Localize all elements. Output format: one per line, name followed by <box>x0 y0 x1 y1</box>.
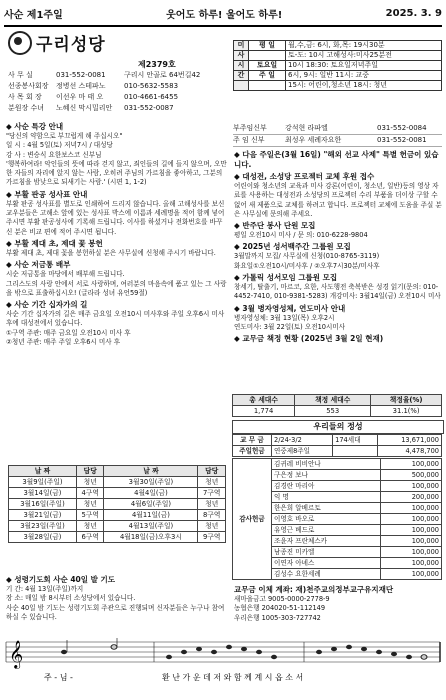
lyrics-right: 환 난 가 운 데 저 와 함 께 계 시 옵 소 서 <box>162 673 304 682</box>
table-row: 이연자 아녜스 100,000 <box>233 558 442 569</box>
thanksgiving-table <box>232 458 442 580</box>
table-row: 유영근 베드로 100,000 <box>233 525 442 536</box>
accompanist-title: ◆ 반주단 봉사 단원 모집 <box>234 221 316 231</box>
projector-title: ◆ 대성전, 소성당 프로젝터 교체 후원 접수 <box>234 172 375 181</box>
staff-lines <box>6 642 440 662</box>
sick-communion-title: ◆ 3월 병자영성체, 연도미사 안내 <box>234 303 346 313</box>
table-row: 한은희 알베르토 100,000 <box>233 503 442 514</box>
savings-box-title: ◆ 사순 저금통 배부 <box>6 260 71 270</box>
bank-title: 교무금 이체 계좌: 재)천주교의정부교구유지재단 <box>234 585 394 594</box>
header-week: 사순 제1주일 <box>4 9 63 21</box>
lyrics-left: 주 - 님 - <box>44 673 73 682</box>
lent-lecture-title: ◆ 사순 특강 안내 <box>6 122 64 131</box>
table-row: 이영호 바오로 100,000 <box>233 514 442 525</box>
table-row: 구은정 보나 500,000 <box>233 470 442 481</box>
table-row: 3월9일(주일) 청년 3월30일(주일) 청년 <box>9 477 226 488</box>
priest-contacts <box>233 123 442 147</box>
stations-title: ◆ 사순 기간 십자가의 길 <box>6 300 88 310</box>
treble-clef-icon: 𝄞 <box>9 640 24 668</box>
donations-table <box>232 434 442 457</box>
table-row: 3월23일(주일) 청년 4월13일(주일) 청년 <box>9 521 226 532</box>
candle-title: ◆ 부활 제대 초, 제대 꽃 봉헌 <box>6 238 103 248</box>
table-row: 1,774 553 31.1(%) <box>233 406 442 417</box>
staff-directory <box>8 70 230 114</box>
issue-number: 제2379호 <box>138 60 176 69</box>
table-row: 조윤자 프란체스카 100,000 <box>233 536 442 547</box>
header-date: 2025. 3. 9 <box>385 7 442 19</box>
parish-logo <box>8 30 106 55</box>
stations-schedule-table: 날 짜 담당 날 짜 담당 3월9일(주일) 청년 3월30일(주일) 청년 3월14일(금) 4구역 4월4일(금) 7구역 3월16일(주일) 청년 4월6일(주일) 청년 3월21일(금) 5구역 4월11일(금) 8구역 3월23일(주일) 청년 4월13일(주일) 청년 3월28일(금) 6구역 4월18일(금)오후3시 9구역 <box>8 465 226 543</box>
table-row: 감사헌금 김귀레 비비안나 100,000 <box>233 459 442 470</box>
table-row: 남종진 미카엘 100,000 <box>233 547 442 558</box>
staff-row: 선종봉사회장 정병선 스테파노 010-5632-5583 <box>8 82 179 90</box>
table-row: 교 무 금 2/24-3/2 174세대 13,671,000 <box>233 435 442 446</box>
bible-group-title: ◆ 가톨릭 성서모임 그룹원 모집 <box>234 273 338 283</box>
header-rule <box>4 25 442 27</box>
parish-name: 구리성당 <box>36 35 106 55</box>
table-row: 3월16일(주일) 청년 4월6일(주일) 청년 <box>9 499 226 510</box>
table-row: 익 명 200,000 <box>233 492 442 503</box>
staff-row: 사 목 회 장 이선우 마 태 오 010-4661-6455 <box>8 93 179 101</box>
contact-row: 주 임 신부 최성우 세례자요한 031-552-0081 <box>233 135 442 147</box>
table-row: 김성수 요한세례 100,000 <box>233 569 442 580</box>
table-row: 3월28일(금) 6구역 4월18일(금)오후3시 9구역 <box>9 532 226 543</box>
tithe-status-table: 총 세대수 책정 세대수 책정율(%) 1,774 553 31.1(%) <box>232 394 442 417</box>
header <box>4 2 442 24</box>
mass-schedule-table: 미 평 일 월,수,금: 6시, 화,목: 19시30분 사 토-도: 10시 고해성사:미사25분전 시 토요일 10시 18:30: 토요일저녁주일 간 주 일 6시, 9시: 일반 11시: 교중 15시: 어린이,청소년 18시: 청년 <box>233 40 442 91</box>
table-row: 김경란 마리아 100,000 <box>233 481 442 492</box>
donations-title: 우리들의 정성 <box>232 420 444 434</box>
bank-accounts: 교무금 이체 계좌: 재)천주교의정부교구유지재단 새마을금고 9005-0000-2778-9 농협은행 204020-51-112149 우리은행 1005-303-727742 <box>234 583 442 623</box>
contact-row: 부주임신부 강석현 라파엘 031-552-0084 <box>233 123 442 135</box>
table-row: 3월21일(금) 5구역 4월11일(금) 8구역 <box>9 510 226 521</box>
bible-week-title: ◆ 2025년 성서백주간 그룹원 모집 <box>234 242 351 252</box>
prayer-title: ◆ 성령기도회 사순 40일 발 기도 <box>6 575 115 584</box>
staff-row: 사 무 실 031-552-0081 구리시 안골로 64번길42 <box>8 71 201 79</box>
staff-row: 분원장 수녀 노혜신 막시밀리안 031-552-0087 <box>8 104 174 112</box>
table-row: 주일헌금 연중제8주일 4,478,700 <box>233 446 442 457</box>
table-row: 3월14일(금) 4구역 4월4일(금) 7구역 <box>9 488 226 499</box>
hymn-staff <box>4 638 442 696</box>
parish-emblem-icon <box>8 31 32 55</box>
header-motto: 웃어도 하루! 울어도 하루! <box>166 9 283 21</box>
prayer-section: ◆ 성령기도회 사순 40일 발 기도 기 간: 4월 13일(주일)까지 장 소: 매일 밤 8시부터 소성당에서 있습니다. 사순 40일 밤 기도는 성령기도회 주관으로 진행되며 신자분들은 누구나 참여하실 수 있습니다. <box>6 573 228 622</box>
tithe-status-title: ◆ 교무금 책정 현황 (2025년 3월 2일 현재) <box>234 334 384 344</box>
left-column: ◆ 사순 특강 안내 "당신의 약함으로 부끄럽게 해 주십시오" 일 시 : 4월 5일(토) 저녁7시 / 대성당 강 사 : 변승식 요한보스코 신부님 '행복하여라! 악인들의 뜻에 따라 걷지 않고, 죄인들의 길에 들지 않으며, 오만한 자들의 자리에 앉지 않는 사람, 오히려 주님의 가르침을 좋아하고, 그분의 가르침을 밤낮으로 되새기는 사람.' (시편 1, 1-2) ◆ 부활 판공 성사표 안내 부활 판공 성사표를 별도로 인쇄하여 드리지 않습니다. 올해 고해성사를 보신 교우분들은 고해소 앞에 있는 성사표 박스에 이름과 세례명을 적어 함께 넣어 주시면 부활 판공성사에 기록해 드립니다. 이사를 하셨거나 전화번호를 바꾸신 분은 비교 편에 적어 주시면 됩니다. ◆ 부활 제대 초, 제대 꽃 봉헌 부활 제대 초, 제대 꽃을 봉헌하실 분은 사무실에 신청해 주시기 바랍니다. ◆ 사순 저금통 배부 시순 저금통을 마당에서 배부해 드립니다. 그리스도의 사랑 안에서 서로 사랑하며, 여러분의 마음속에 품고 있는 그 사랑을 밖으로 표출하십시오! (글라라 성녀 유언59절) ◆ 사순 기간 십자가의 길 사순 기간 십자가의 길은 매주 금요일 오전10시 미사후와 주일 오후6시 미사후에 대성전에서 있습니다. ①구역 주관: 매주 금요일 오전10시 미사 후 ②청년 주관: 매주 주일 오후6시 미사 후 <box>6 122 227 347</box>
mission-offering-title: ◆ 다음 주일은(3월 16일) "해외 선교 사제" 특별 헌금이 있습니다. <box>234 150 439 169</box>
right-column: ◆ 다음 주일은(3월 16일) "해외 선교 사제" 특별 헌금이 있습니다. ◆ 대성전, 소성당 프로젝터 교체 후원 접수 어린이와 청소년의 교육과 미사 강론(어린이, 청소년, 일반)등의 영상 자료를 사용하는 대성전과 소성당의 프로젝터 수리 부품을 더이상 구할 수 없어 새 제품으로 교체를 하려고 합니다. 프로젝터 교체에 도움을 주실 분은 사무실에 문의해 주세요. ◆ 반주단 봉사 단원 모집 평일 오전10시 미사 / 문 의: 010-6228-9804 ◆ 2025년 성서백주간 그룹원 모집 3월말까지 모집/ 사무실에 신청(010-8765-3119) 화요일①오전10시/미사후 / ②오후7시30분/미사후 ◆ 가톨릭 성서모임 그룹원 모집 창세기, 탈출기, 마르코, 요한, 사도행전 축복받은 성경 읽기(문의: 010-4452-7410, 010-9381-5283) 개강미사: 3월14일(금) 오전10시 미사 ◆ 3월 병자영성체, 연도미사 안내 병자영성체: 3월 13일(목) 오후2시 연도미사: 3월 22일(토) 오전10시미사 ◆ 교무금 책정 현황 (2025년 3월 2일 현재) <box>234 150 442 344</box>
confession-title: ◆ 부활 판공 성사표 안내 <box>6 189 88 199</box>
notes <box>61 638 427 659</box>
